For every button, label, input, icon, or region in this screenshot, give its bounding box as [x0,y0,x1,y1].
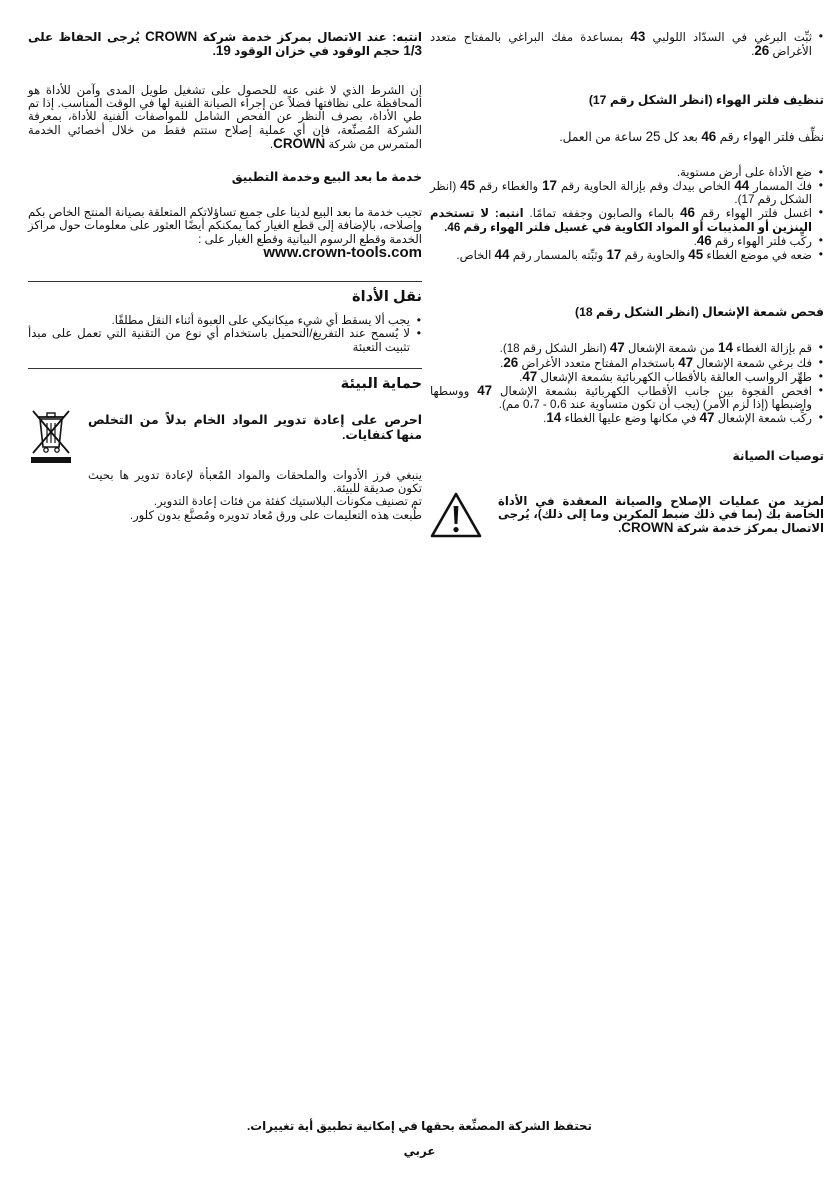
list-item: • قم بإزالة الغطاء 14 من شمعة الإشعال 47 (انظر الشكل رقم 18). [430,341,824,355]
transport-list [28,314,422,354]
list-item: • ركِّب فلتر الهواء رقم 46. [430,234,824,248]
list-item: • طهِّر الرواسب العالقة بالأقطاب الكهربائية بشمعة الإشعال 47. [430,370,824,384]
recycling-block [28,403,422,463]
language-label: عربي [403,1144,436,1158]
list-item: • ثبِّت البرغي في السدّاد اللولبي 43 بمساعدة مفك البراغي بالمفتاح متعدد الأغراض 26. [430,30,824,58]
air-filter-title: تنظيف فلتر الهواء (انظر الشكل رقم 17) [588,93,824,108]
maintenance-warning [430,491,824,539]
list-item: • ركِّب شمعة الإشعال 47 في مكانها وضع عليها الغطاء 14. [430,411,824,425]
maintenance-conditions: إن الشرط الذي لا غنى عنه للحصول على تشغيل طويل المدى وآمن للأداة هو المحافظة على نظافتها فضلاً عن إجراء الصيانة الفنية لها في الوقت المناسب. إذا تم طي الأداة، بصرف النظر عن الفحص الشامل للمواصفات الفنية للأداة، بمعرفة الشركة المُصنِّعة، فإن أي عملية إصلاح ستتم فقط من خلال أخصائي الخدمة المتمرس من شركة CROWN. [28,84,422,151]
after-sales-text: تجيب خدمة ما بعد البيع لدينا على جميع تساؤلاتكم المتعلقة بصيانة المنتج الخاص بكم وإصلاحه، بالإضافة إلى قطع الغيار كما يمكنكم أيضًا العثور على معلومات حول مراكز الخدمة وقطع الرسوم البيانية وقطع الغيار على : [28,206,422,246]
divider [28,368,422,369]
list-item: • يجب ألا يسقط أي شيء ميكانيكي على العبوة أثناء النقل مطلقًا. [28,314,422,327]
list-item: • لا يُسمح عند التفريغ/التحميل باستخدام أي نوع من التقنية التي تعمل على مبدأ تثبيت التعبئة [28,327,422,353]
maintenance-title: توصيات الصيانة [732,448,824,463]
sorting-text: ينبغي فرز الأدوات والملحقات والمواد المُعبأة لإعادة تدوير ها بحيث تكون صديقة للبيئة. [88,469,422,496]
crossed-bin-icon [28,403,74,463]
environment-title: حماية البيئة [340,375,422,392]
spark-plug-title: فحص شمعة الإشعال (انظر الشكل رقم 18) [575,305,824,320]
list-item: • فك برغي شمعة الإشعال 47 باستخدام المفتاح متعدد الأغراض 26. [430,356,824,370]
website-link[interactable]: www.crown-tools.com [263,243,422,261]
list-item: • اغسل فلتر الهواء رقم 46 بالماء والصابون وجففه تمامًا. انتبه: لا تستخدم البنزين أو المذيبات أو المواد الكاوية في غسيل فلتر الهواء رقم 46. [430,206,824,233]
right-column [430,30,824,539]
list-item: • ضع الأداة على أرض مستوية. [430,166,824,179]
list-item: • ضعه في موضع الغطاء 45 والحاوية رقم 17 وثبِّته بالمسمار رقم 44 الخاص. [430,248,824,262]
after-sales-title: خدمة ما بعد البيع وخدمة التطبيق [231,170,422,185]
reserve-rights-note: تحتفظ الشركة المصنِّعة بحقها في إمكانية تطبيق أية تغييرات. [247,1119,592,1133]
warning-triangle-icon [430,491,482,539]
transport-title: نقل الأداة [351,289,422,306]
left-column [28,30,422,522]
air-filter-steps [430,166,824,262]
list-item: • فك المسمار 44 الخاص بيدك وقم بإزالة الحاوية رقم 17 والغطاء رقم 45 (انظر الشكل رقم 17). [430,179,824,206]
spark-plug-steps [430,341,824,425]
fuel-note: انتبه: عند الاتصال بمركز خدمة شركة CROWN يُرجى الحفاظ على 1/3 حجم الوقود في خزان الوقود 19. [28,29,422,58]
plastic-text: تم تصنيف مكونات البلاستيك كفئة من فئات إعادة التدوير. [153,495,422,509]
warning-text: لمزيد من عمليات الإصلاح والصيانة المعقدة في الأداة الخاصة بك (بما في ذلك ضبط المكربن وما إلى ذلك)، يُرجى الاتصال بمركز خدمة شركة CROWN. [498,494,824,535]
recycling-notice: احرص على إعادة تدوير المواد الخام بدلاً من التخلص منها كنفايات. [88,413,422,443]
screw-list [430,30,824,58]
air-filter-intro: نظِّف فلتر الهواء رقم 46 بعد كل 25 ساعة من العمل. [559,128,824,144]
divider [28,281,422,282]
paper-text: طُبعت هذه التعليمات على ورق مُعاد تدويره ومُصنَّع بدون كلور. [129,508,422,522]
list-item: • افحص الفجوة بين جانب الأقطاب الكهربائية بشمعة الإشعال 47 ووسطها واضبطها (إذا لزم الأمر) (يجب أن تكون متساوية عند 0،6 - 0،7 مم). [430,384,824,411]
